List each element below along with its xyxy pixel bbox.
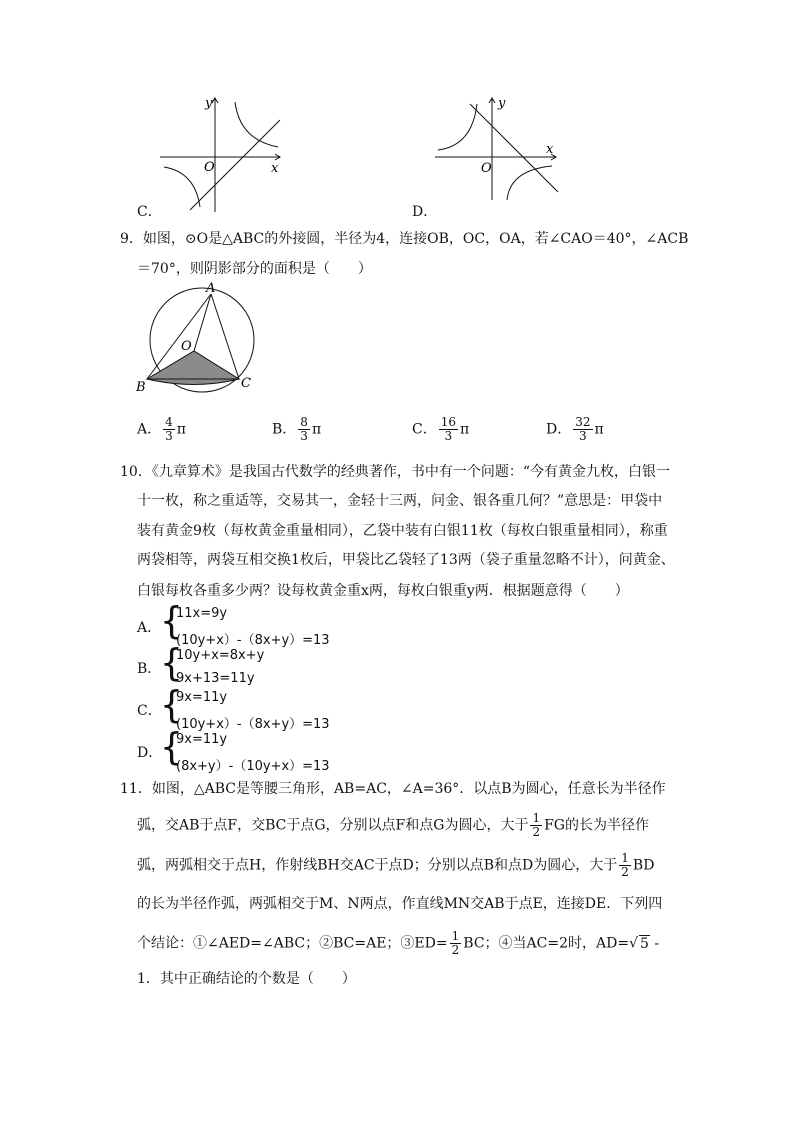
y-label: y: [205, 96, 213, 111]
label-C: C: [241, 376, 251, 391]
q10-option-a-label: A．: [137, 620, 162, 636]
shaded-segment: [147, 379, 239, 385]
q10-option-d-label: D．: [137, 745, 163, 761]
hyperbola-upper: [438, 104, 477, 150]
q9-option-a: A． $\frac{4}{3}$ π: [137, 415, 186, 443]
option-c-label: C．: [137, 204, 162, 220]
label-A: A: [206, 282, 216, 296]
equation-2: (8x+y）-（10y+x）=13: [176, 759, 330, 774]
segment-AO: [194, 294, 211, 351]
hyperbola-upper: [235, 102, 278, 147]
q11-text-line2: 弧，交AB于点F，交BC于点G，分别以点F和点G为圆心，大于 $\frac{1}{2}$ FG的长为半径作: [137, 811, 649, 839]
equation-2: 9x+13=11y: [176, 671, 255, 686]
option-d-label: D．: [412, 204, 438, 220]
graph-c: [150, 92, 290, 214]
graph-d: [430, 92, 570, 214]
hyperbola-lower: [164, 167, 200, 207]
q11-text-line1: 11．如图，△ABC是等腰三角形，AB=AC，∠A=36°．以点B为圆心，任意长为半径作: [120, 781, 666, 797]
q9-option-c: C． $\frac{16}{3}$ π: [412, 415, 470, 443]
equation-2: (10y+x）-（8x+y）=13: [176, 717, 330, 732]
equation-1: 10y+x=8x+y: [176, 648, 265, 663]
x-label: x: [271, 161, 279, 176]
q10-text-line4: 两袋相等，两袋互相交换1枚后，甲袋比乙袋轻了13两（袋子重量忽略不计），问黄金、: [137, 552, 675, 568]
q10-option-c-label: C．: [137, 703, 162, 719]
y-label: y: [498, 96, 506, 111]
q9-text-line2: ＝70°，则阴影部分的面积是（ ）: [137, 261, 372, 277]
q10-text-line5: 白银每枚各重多少两？设每枚黄金重x两，每枚白银重y两．根据题意得（ ）: [137, 583, 629, 599]
q9-option-d: D． $\frac{32}{3}$ π: [546, 415, 604, 443]
origin-label: O: [204, 160, 215, 175]
page: y x O C． y x O D． 9．如图，⊙O是△ABC的外接圆，半径为4，连接OB，OC，OA，若∠CAO＝40°，∠ACB ＝70°，则阴影部分的面积是（ ） A O B C A． $\frac{4}{3}$ π B． $\frac{8}{3}$ π C． $\frac{16}{3}$ π D． $\frac{32}{3}$ π 10．《九章算术》是我国古代数学的经典著作，书中有一个问题：“今有黄金九枚，白银一 十一枚，称之重适等，交易其一，金轻十三两，问金、银各重几何？”意思是：甲袋中 装有黄金9枚（每枚黄金重量相同），乙袋中装有白银11枚（每枚白银重量相同），称重 两袋相等，两袋互相交换1枚后，甲袋比乙袋轻了13两（袋子重量忽略不计），问黄金、 白银每枚各重多少两？设每枚黄金重x两，每枚白银重y两．根据题意得（ ） A． { 11x=9y (10y+x）-（8x+y）=13 B． { 10y+x=8x+y 9x+13=11y C． { 9x=11y (10y+x）-（8x+y）=13 D． { 9x=11y (8x+y）-（10y+x）=13 11．如图，△ABC是等腰三角形，AB=AC，∠A=36°．以点B为圆心，任意长为半径作 弧，交AB于点F，交BC于点G，分别以点F和点G为圆心，大于 $\frac{1}{2}$ FG的长为半径作 弧，两弧相交于点H，作射线BH交AC于点D；分别以点B和点D为圆心，大于 $\frac{1}{2}$ BD 的长为半径作弧，两弧相交于M、N两点，作直线MN交AB于点E，连接DE．下列四 个结论：①∠AED=∠ABC；②BC=AE；③ED= $\frac{1}{2}$ BC；④当AC=2时，AD=√ 5 - 1．其中正确结论的个数是（ ）: [0, 0, 794, 1123]
x-label: x: [546, 142, 554, 157]
label-O: O: [181, 339, 192, 354]
q10-option-b-label: B．: [137, 661, 162, 677]
equation-1: 9x=11y: [176, 732, 228, 747]
equation-2: (10y+x）-（8x+y）=13: [176, 633, 330, 648]
linear-graph: [470, 104, 558, 192]
q11-text-line3: 弧，两弧相交于点H，作射线BH交AC于点D；分别以点B和点D为圆心，大于 $\frac{1}{2}$ BD: [137, 851, 655, 879]
q9-option-b: B． $\frac{8}{3}$ π: [272, 415, 322, 443]
shaded-triangle: [147, 351, 239, 379]
q10-text-line3: 装有黄金9枚（每枚黄金重量相同），乙袋中装有白银11枚（每枚白银重量相同），称重: [137, 523, 668, 539]
q10-text-line2: 十一枚，称之重适等，交易其一，金轻十三两，问金、银各重几何？”意思是：甲袋中: [137, 493, 663, 509]
q11-text-line4: 的长为半径作弧，两弧相交于M、N两点，作直线MN交AB于点E，连接DE．下列四: [137, 896, 663, 912]
q11-text-line5: 个结论：①∠AED=∠ABC；②BC=AE；③ED= $\frac{1}{2}$ BC；④当AC=2时，AD=√ 5 -: [137, 929, 660, 957]
label-B: B: [136, 380, 146, 394]
hyperbola-lower: [507, 166, 552, 200]
equation-1: 9x=11y: [176, 690, 228, 705]
q9-text-line1: 9．如图，⊙O是△ABC的外接圆，半径为4，连接OB，OC，OA，若∠CAO＝40°，∠ACB: [120, 231, 689, 247]
q9-figure: [132, 282, 262, 394]
origin-label: O: [481, 161, 492, 176]
q10-text-line1: 10．《九章算术》是我国古代数学的经典著作，书中有一个问题：“今有黄金九枚，白银一: [120, 464, 670, 480]
equation-1: 11x=9y: [176, 606, 228, 621]
q11-text-line6: 1．其中正确结论的个数是（ ）: [137, 971, 356, 987]
